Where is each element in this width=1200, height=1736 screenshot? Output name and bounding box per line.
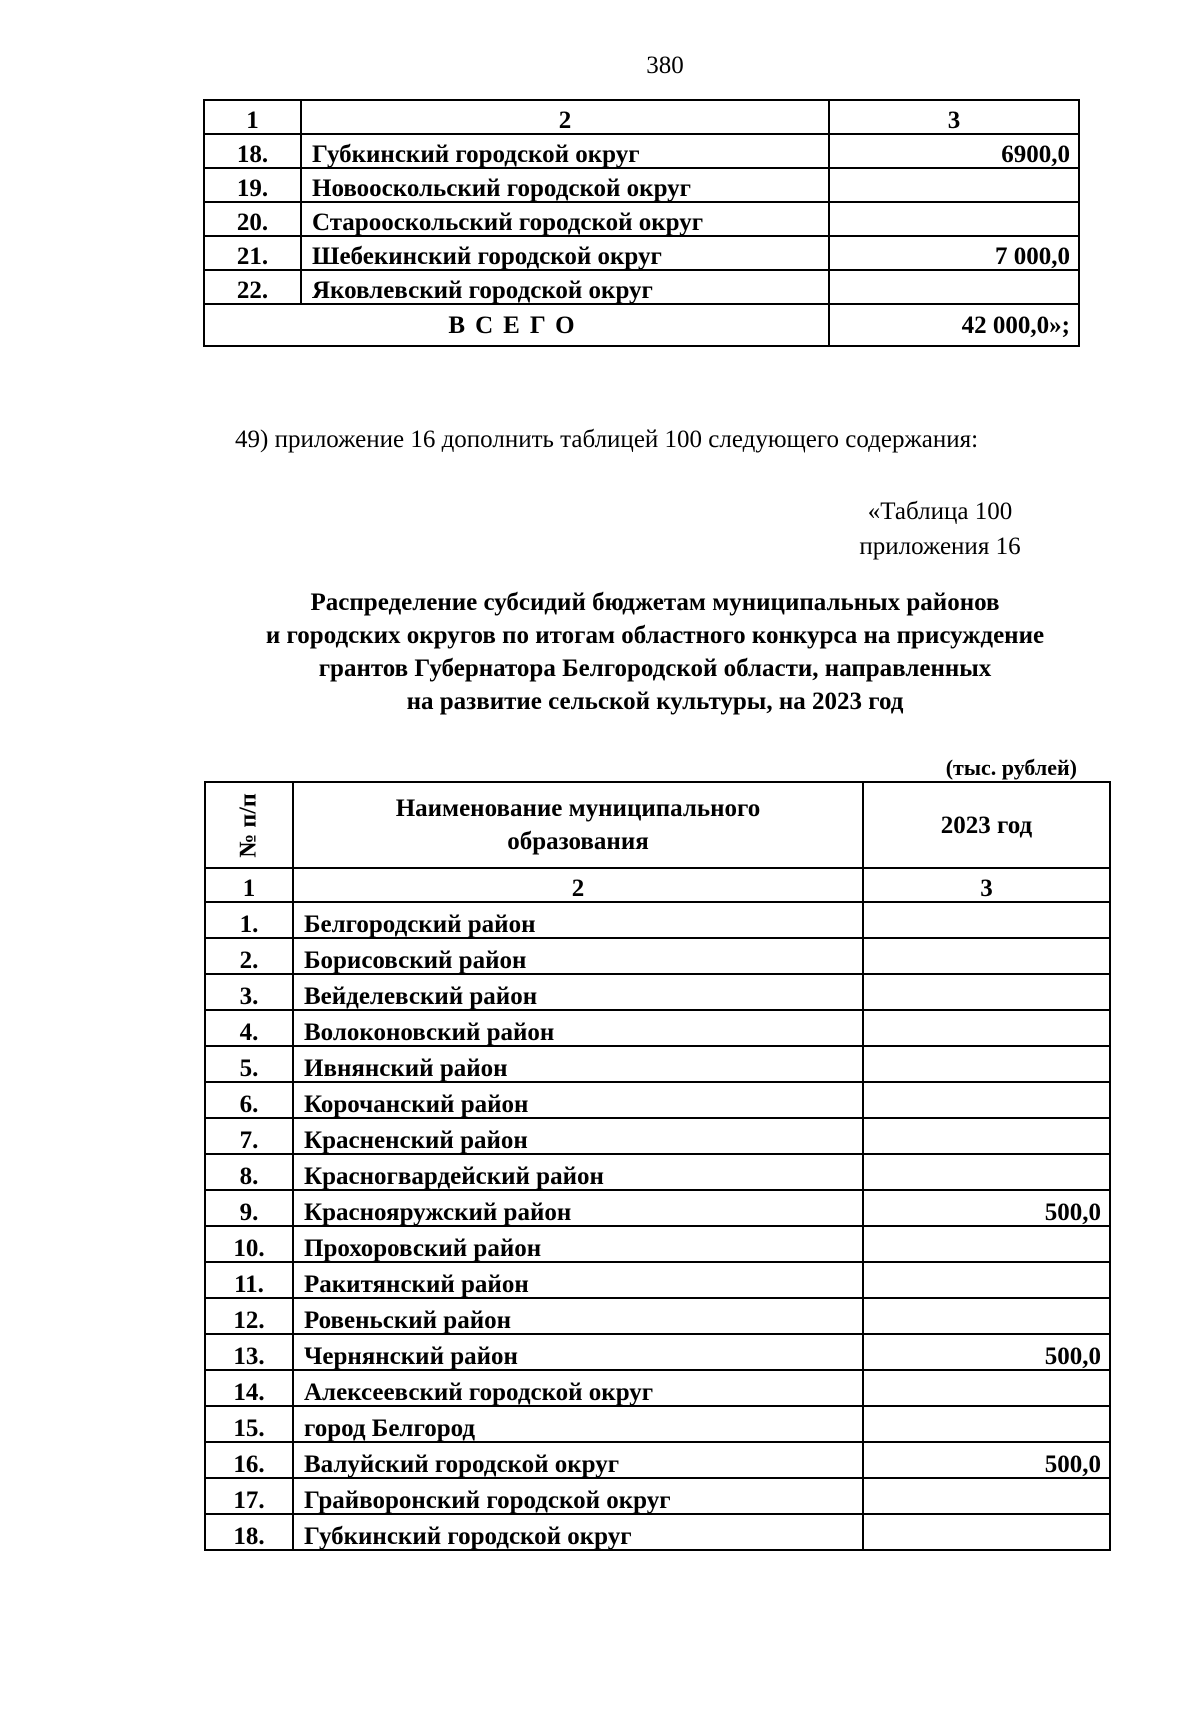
row-number: 13. [205,1334,293,1370]
row-name: Корочанский район [293,1082,863,1118]
table-row [205,1514,1110,1550]
row-name: Грайворонский городской округ [293,1478,863,1514]
units-label: (тыс. рублей) [945,755,1077,780]
row-number: 19. [204,168,301,202]
row-name: Волоконовский район [293,1010,863,1046]
row-name: Валуйский городской округ [293,1442,863,1478]
page-number: 380 [646,52,684,79]
row-value [863,1478,1110,1514]
table-row [205,1298,1110,1334]
row-value [863,938,1110,974]
header-number-cell [205,782,293,868]
row-name: Краснояружский район [293,1190,863,1226]
title-line: и городских округов по итогам областного конкурса на присуждение [265,622,1045,649]
row-name: Новооскольский городской округ [301,168,829,202]
table-row [205,1082,1110,1118]
table-row [205,1118,1110,1154]
table-row [205,1334,1110,1370]
table-row [204,168,1079,202]
table-row [205,1406,1110,1442]
table-row [204,134,1079,168]
row-number: 20. [204,202,301,236]
row-number: 5. [205,1046,293,1082]
row-number: 9. [205,1190,293,1226]
row-name: Красногвардейский район [293,1154,863,1190]
row-name: Яковлевский городской округ [301,270,829,304]
row-value [863,1010,1110,1046]
header-year-cell: 2023 год [863,782,1110,868]
table-caption-line: приложения 16 [859,533,1021,560]
row-value [863,1514,1110,1550]
row-value [863,902,1110,938]
row-name: Чернянский район [293,1334,863,1370]
table-row [204,236,1079,270]
row-value [829,270,1079,304]
row-name: Прохоровский район [293,1226,863,1262]
row-name: Красненский район [293,1118,863,1154]
row-number: 14. [205,1370,293,1406]
table-row [205,1046,1110,1082]
table-row [205,1262,1110,1298]
row-value: 6900,0 [829,134,1079,168]
row-name: Губкинский городской округ [301,134,829,168]
row-value [863,1082,1110,1118]
table-row [205,902,1110,938]
title-line: грантов Губернатора Белгородской области, направленных [318,655,992,682]
top-table [203,99,1080,347]
header-name-cell [293,782,863,868]
row-name: Шебекинский городской округ [301,236,829,270]
row-value [863,1370,1110,1406]
row-value: 500,0 [863,1334,1110,1370]
row-value [863,1262,1110,1298]
table-row [205,1442,1110,1478]
row-number: 12. [205,1298,293,1334]
column-number: 3 [829,100,1079,134]
row-name: Вейделевский район [293,974,863,1010]
row-number: 18. [204,134,301,168]
column-number: 1 [205,868,293,902]
table-row [205,1370,1110,1406]
document-title [150,586,1160,718]
row-name: Борисовский район [293,938,863,974]
table-row [205,1190,1110,1226]
row-value [863,1298,1110,1334]
table-row [205,1154,1110,1190]
row-value [863,1154,1110,1190]
table-caption-line: «Таблица 100 [867,498,1013,525]
row-value: 500,0 [863,1190,1110,1226]
row-name: Алексеевский городской округ [293,1370,863,1406]
table-row [205,974,1110,1010]
row-value [863,1406,1110,1442]
header-number-label: № п/п [235,793,262,858]
row-value: 500,0 [863,1442,1110,1478]
row-value [863,1226,1110,1262]
row-number: 22. [204,270,301,304]
column-number: 2 [301,100,829,134]
title-line: Распределение субсидий бюджетам муниципальных районов [310,589,1000,616]
row-number: 16. [205,1442,293,1478]
row-number: 2. [205,938,293,974]
row-name: Белгородский район [293,902,863,938]
row-number: 6. [205,1082,293,1118]
header-name-line: Наименование муниципального [395,795,761,822]
table-row [204,202,1079,236]
row-value [863,1046,1110,1082]
column-number: 3 [863,868,1110,902]
table-row [205,1478,1110,1514]
row-number: 4. [205,1010,293,1046]
table-caption [840,494,1040,564]
row-name: Ровеньский район [293,1298,863,1334]
row-number: 21. [204,236,301,270]
main-table [204,781,1111,1551]
row-number: 3. [205,974,293,1010]
title-line: на развитие сельской культуры, на 2023 год [406,688,904,715]
row-number: 10. [205,1226,293,1262]
row-value [829,202,1079,236]
table-row [205,1226,1110,1262]
table-row [205,938,1110,974]
total-label: ВСЕГО [204,304,829,346]
total-value: 42 000,0»; [829,304,1079,346]
amendment-paragraph: 49) приложение 16 дополнить таблицей 100 следующего содержания: [235,426,979,453]
top-table-column-numbers [204,100,1079,134]
total-row [204,304,1079,346]
row-number: 8. [205,1154,293,1190]
row-value: 7 000,0 [829,236,1079,270]
row-number: 1. [205,902,293,938]
table-row [205,1010,1110,1046]
row-name: Ракитянский район [293,1262,863,1298]
row-value [863,974,1110,1010]
row-number: 7. [205,1118,293,1154]
row-number: 11. [205,1262,293,1298]
column-number: 2 [293,868,863,902]
row-name: город Белгород [293,1406,863,1442]
row-name: Губкинский городской округ [293,1514,863,1550]
main-table-header [205,782,1110,868]
row-number: 15. [205,1406,293,1442]
table-row [204,270,1079,304]
column-number: 1 [204,100,301,134]
row-value [829,168,1079,202]
header-name-line: образования [507,828,649,855]
row-value [863,1118,1110,1154]
main-table-column-numbers [205,868,1110,902]
row-number: 17. [205,1478,293,1514]
row-name: Старооскольский городской округ [301,202,829,236]
row-number: 18. [205,1514,293,1550]
row-name: Ивнянский район [293,1046,863,1082]
